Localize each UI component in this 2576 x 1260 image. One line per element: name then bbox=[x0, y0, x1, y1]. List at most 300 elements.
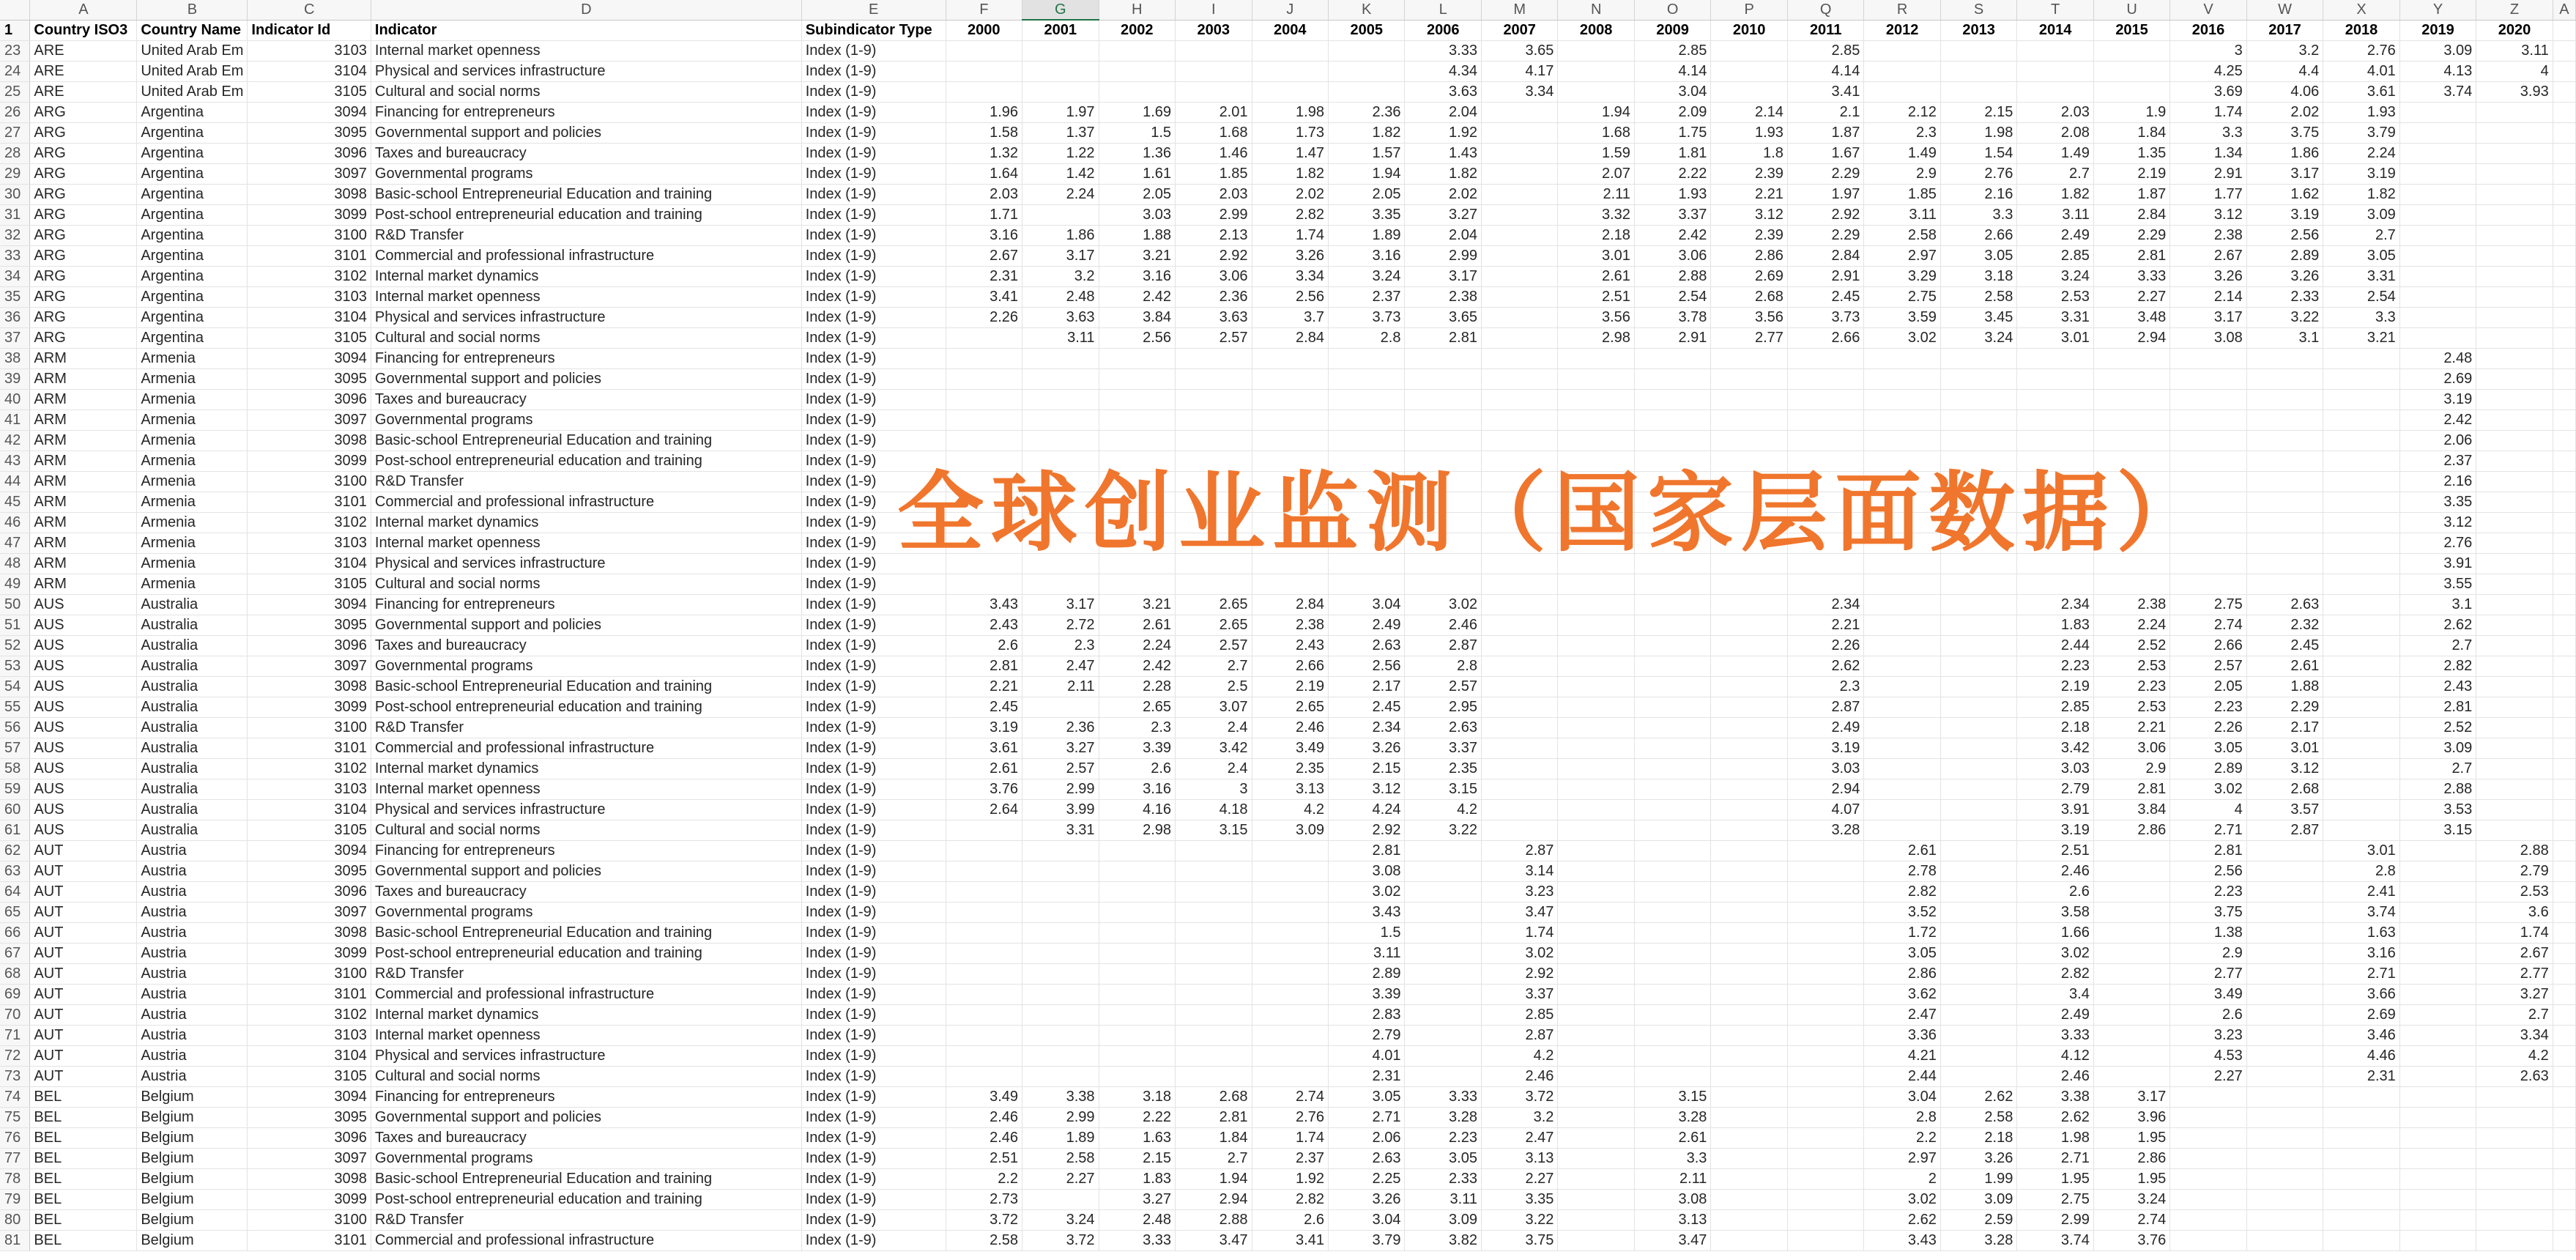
cell[interactable]: 3.09 bbox=[1252, 820, 1328, 841]
cell[interactable]: 2.31 bbox=[2323, 1067, 2399, 1087]
cell[interactable] bbox=[946, 903, 1022, 923]
cell[interactable] bbox=[1328, 410, 1404, 431]
cell[interactable] bbox=[2323, 1169, 2399, 1190]
cell[interactable]: 3101 bbox=[248, 985, 371, 1005]
cell[interactable] bbox=[1711, 472, 1787, 492]
cell[interactable]: 3.43 bbox=[946, 595, 1022, 615]
cell[interactable]: 1.59 bbox=[1558, 144, 1634, 164]
cell[interactable] bbox=[1252, 882, 1328, 903]
cell[interactable]: Australia bbox=[137, 759, 248, 779]
cell[interactable]: 2.61 bbox=[2246, 656, 2323, 677]
cell[interactable]: 4.46 bbox=[2323, 1046, 2399, 1067]
cell[interactable] bbox=[2246, 944, 2323, 964]
cell[interactable] bbox=[946, 861, 1022, 882]
cell[interactable]: Index (1-9) bbox=[801, 390, 946, 410]
cell[interactable]: 4.07 bbox=[1787, 800, 1863, 820]
cell[interactable] bbox=[1634, 492, 1710, 513]
cell[interactable]: 3095 bbox=[248, 615, 371, 636]
cell[interactable]: 3.31 bbox=[2017, 308, 2093, 328]
cell[interactable]: BEL bbox=[30, 1087, 137, 1108]
cell[interactable]: 3.47 bbox=[1176, 1231, 1252, 1251]
cell[interactable]: 3102 bbox=[248, 267, 371, 287]
cell[interactable]: 2.57 bbox=[1176, 636, 1252, 656]
cell[interactable]: AUS bbox=[30, 738, 137, 759]
cell[interactable]: 3.31 bbox=[1022, 820, 1099, 841]
cell[interactable] bbox=[1481, 164, 1557, 185]
cell[interactable]: 3.75 bbox=[2170, 903, 2246, 923]
cell[interactable]: 2.46 bbox=[2017, 861, 2093, 882]
cell[interactable]: Index (1-9) bbox=[801, 82, 946, 103]
cell[interactable]: 1.74 bbox=[1252, 226, 1328, 246]
cell[interactable]: 3.1 bbox=[2246, 328, 2323, 349]
cell[interactable]: 2.8 bbox=[1864, 1108, 1940, 1128]
cell[interactable]: 2.25 bbox=[1328, 1169, 1404, 1190]
cell[interactable] bbox=[1711, 1005, 1787, 1026]
cell[interactable]: 2.44 bbox=[2017, 636, 2093, 656]
cell[interactable]: 2.68 bbox=[1176, 1087, 1252, 1108]
cell[interactable]: 4.14 bbox=[1787, 62, 1863, 82]
cell[interactable] bbox=[1328, 513, 1404, 533]
cell[interactable] bbox=[2553, 779, 2575, 800]
cell[interactable]: Cultural and social norms bbox=[371, 82, 801, 103]
cell[interactable]: Belgium bbox=[137, 1087, 248, 1108]
cell[interactable] bbox=[2246, 923, 2323, 944]
cell[interactable]: 3099 bbox=[248, 1190, 371, 1210]
cell[interactable]: 2006 bbox=[1405, 20, 1481, 41]
cell[interactable]: 3103 bbox=[248, 533, 371, 554]
cell[interactable]: 3.39 bbox=[1099, 738, 1175, 759]
cell[interactable]: Index (1-9) bbox=[801, 985, 946, 1005]
row-number[interactable]: 66 bbox=[0, 923, 30, 944]
cell[interactable] bbox=[2170, 349, 2246, 369]
cell[interactable]: 2.9 bbox=[2170, 944, 2246, 964]
cell[interactable] bbox=[2170, 472, 2246, 492]
cell[interactable] bbox=[1099, 964, 1175, 985]
cell[interactable]: 3.02 bbox=[1481, 944, 1557, 964]
cell[interactable] bbox=[1252, 554, 1328, 574]
cell[interactable]: AUT bbox=[30, 1005, 137, 1026]
cell[interactable] bbox=[2553, 1190, 2575, 1210]
cell[interactable] bbox=[1711, 1046, 1787, 1067]
cell[interactable]: 1.77 bbox=[2170, 185, 2246, 205]
cell[interactable]: 2.82 bbox=[2017, 964, 2093, 985]
cell[interactable]: 3.63 bbox=[1176, 308, 1252, 328]
cell[interactable] bbox=[946, 1067, 1022, 1087]
cell[interactable] bbox=[1558, 697, 1634, 718]
cell[interactable] bbox=[1099, 513, 1175, 533]
cell[interactable] bbox=[1022, 985, 1099, 1005]
cell[interactable] bbox=[1328, 574, 1404, 595]
cell[interactable]: 2.4 bbox=[1176, 718, 1252, 738]
cell[interactable]: 2.8 bbox=[2323, 861, 2399, 882]
cell[interactable] bbox=[2553, 841, 2575, 861]
cell[interactable]: 1.46 bbox=[1176, 144, 1252, 164]
cell[interactable]: 2.14 bbox=[1711, 103, 1787, 123]
cell[interactable]: 3103 bbox=[248, 779, 371, 800]
cell[interactable] bbox=[946, 328, 1022, 349]
cell[interactable] bbox=[2017, 574, 2093, 595]
cell[interactable]: 2.54 bbox=[2323, 287, 2399, 308]
cell[interactable]: 3095 bbox=[248, 1108, 371, 1128]
cell[interactable]: 2.63 bbox=[2476, 1067, 2553, 1087]
cell[interactable]: BEL bbox=[30, 1149, 137, 1169]
column-header[interactable]: S bbox=[1940, 0, 2016, 20]
cell[interactable] bbox=[1558, 636, 1634, 656]
cell[interactable]: 4.53 bbox=[2170, 1046, 2246, 1067]
cell[interactable]: 2005 bbox=[1328, 20, 1404, 41]
cell[interactable] bbox=[1405, 492, 1481, 513]
cell[interactable]: 3.49 bbox=[1252, 738, 1328, 759]
cell[interactable] bbox=[1252, 574, 1328, 595]
cell[interactable]: 2.91 bbox=[2170, 164, 2246, 185]
cell[interactable] bbox=[2246, 841, 2323, 861]
cell[interactable] bbox=[1481, 123, 1557, 144]
cell[interactable]: 3099 bbox=[248, 944, 371, 964]
cell[interactable]: 2.66 bbox=[2170, 636, 2246, 656]
cell[interactable]: 3.34 bbox=[2476, 1026, 2553, 1046]
cell[interactable]: 3.33 bbox=[2093, 267, 2169, 287]
cell[interactable]: 3.08 bbox=[2170, 328, 2246, 349]
cell[interactable]: 3.75 bbox=[1481, 1231, 1557, 1251]
cell[interactable] bbox=[1176, 410, 1252, 431]
cell[interactable] bbox=[1634, 718, 1710, 738]
cell[interactable]: 3.52 bbox=[1864, 903, 1940, 923]
cell[interactable] bbox=[1176, 882, 1252, 903]
cell[interactable]: 3.02 bbox=[2017, 944, 2093, 964]
cell[interactable] bbox=[1176, 451, 1252, 472]
cell[interactable] bbox=[1022, 62, 1099, 82]
cell[interactable] bbox=[1634, 554, 1710, 574]
cell[interactable]: 2.87 bbox=[2246, 820, 2323, 841]
cell[interactable]: Index (1-9) bbox=[801, 492, 946, 513]
cell[interactable] bbox=[2399, 1128, 2476, 1149]
column-header[interactable]: Y bbox=[2399, 0, 2476, 20]
cell[interactable] bbox=[2246, 1190, 2323, 1210]
cell[interactable]: 3.65 bbox=[1405, 308, 1481, 328]
cell[interactable]: 2.17 bbox=[2246, 718, 2323, 738]
cell[interactable] bbox=[1022, 513, 1099, 533]
cell[interactable] bbox=[2323, 451, 2399, 472]
cell[interactable]: 3.16 bbox=[1099, 779, 1175, 800]
cell[interactable] bbox=[1787, 985, 1863, 1005]
cell[interactable] bbox=[2476, 390, 2553, 410]
cell[interactable] bbox=[1481, 390, 1557, 410]
cell[interactable]: 3.34 bbox=[1252, 267, 1328, 287]
cell[interactable]: 2.56 bbox=[2246, 226, 2323, 246]
cell[interactable]: 2.48 bbox=[1022, 287, 1099, 308]
cell[interactable]: 1.74 bbox=[2170, 103, 2246, 123]
cell[interactable] bbox=[2553, 246, 2575, 267]
cell[interactable]: Basic-school Entrepreneurial Education and training bbox=[371, 185, 801, 205]
cell[interactable] bbox=[2399, 246, 2476, 267]
cell[interactable]: 1.98 bbox=[2017, 1128, 2093, 1149]
row-number[interactable]: 23 bbox=[0, 41, 30, 62]
cell[interactable] bbox=[2399, 1046, 2476, 1067]
cell[interactable] bbox=[1940, 861, 2016, 882]
cell[interactable]: 2.54 bbox=[1634, 287, 1710, 308]
cell[interactable]: 2.69 bbox=[2323, 1005, 2399, 1026]
row-number[interactable]: 34 bbox=[0, 267, 30, 287]
cell[interactable] bbox=[2246, 1046, 2323, 1067]
cell[interactable] bbox=[1940, 615, 2016, 636]
cell[interactable] bbox=[946, 841, 1022, 861]
cell[interactable] bbox=[1711, 1087, 1787, 1108]
cell[interactable]: 3097 bbox=[248, 1149, 371, 1169]
cell[interactable]: 3.75 bbox=[2246, 123, 2323, 144]
cell[interactable] bbox=[1940, 492, 2016, 513]
cell[interactable] bbox=[2553, 185, 2575, 205]
cell[interactable]: 2018 bbox=[2323, 20, 2399, 41]
cell[interactable]: 3.24 bbox=[1022, 1210, 1099, 1231]
cell[interactable] bbox=[2476, 595, 2553, 615]
cell[interactable] bbox=[2553, 513, 2575, 533]
cell[interactable]: 2.5 bbox=[1176, 677, 1252, 697]
cell[interactable]: 2.49 bbox=[1328, 615, 1404, 636]
cell[interactable]: 3105 bbox=[248, 82, 371, 103]
cell[interactable] bbox=[2170, 369, 2246, 390]
cell[interactable]: ARG bbox=[30, 123, 137, 144]
cell[interactable]: 2008 bbox=[1558, 20, 1634, 41]
cell[interactable] bbox=[1099, 944, 1175, 964]
cell[interactable] bbox=[946, 944, 1022, 964]
cell[interactable]: Index (1-9) bbox=[801, 923, 946, 944]
cell[interactable] bbox=[2553, 533, 2575, 554]
cell[interactable] bbox=[2323, 492, 2399, 513]
cell[interactable]: 3.23 bbox=[1481, 882, 1557, 903]
column-header[interactable]: X bbox=[2323, 0, 2399, 20]
cell[interactable]: 2.05 bbox=[1099, 185, 1175, 205]
cell[interactable] bbox=[2246, 861, 2323, 882]
cell[interactable] bbox=[2246, 964, 2323, 985]
cell[interactable] bbox=[2476, 205, 2553, 226]
row-number[interactable]: 29 bbox=[0, 164, 30, 185]
cell[interactable] bbox=[2093, 1046, 2169, 1067]
cell[interactable] bbox=[1176, 41, 1252, 62]
cell[interactable] bbox=[1787, 841, 1863, 861]
cell[interactable] bbox=[1176, 390, 1252, 410]
cell[interactable]: 3.05 bbox=[1405, 1149, 1481, 1169]
cell[interactable] bbox=[1864, 410, 1940, 431]
cell[interactable]: 3.04 bbox=[1634, 82, 1710, 103]
cell[interactable]: Index (1-9) bbox=[801, 820, 946, 841]
cell[interactable] bbox=[1405, 574, 1481, 595]
cell[interactable]: 3102 bbox=[248, 513, 371, 533]
cell[interactable]: 1.94 bbox=[1176, 1169, 1252, 1190]
row-number[interactable]: 71 bbox=[0, 1026, 30, 1046]
cell[interactable]: AUT bbox=[30, 1067, 137, 1087]
cell[interactable]: Index (1-9) bbox=[801, 308, 946, 328]
cell[interactable]: Armenia bbox=[137, 513, 248, 533]
cell[interactable] bbox=[1405, 985, 1481, 1005]
cell[interactable]: 2.18 bbox=[2017, 718, 2093, 738]
cell[interactable] bbox=[2323, 800, 2399, 820]
cell[interactable]: 1.42 bbox=[1022, 164, 1099, 185]
cell[interactable] bbox=[1405, 431, 1481, 451]
cell[interactable]: Index (1-9) bbox=[801, 62, 946, 82]
cell[interactable] bbox=[1099, 1026, 1175, 1046]
cell[interactable]: 2.77 bbox=[2170, 964, 2246, 985]
cell[interactable]: 2.07 bbox=[1558, 164, 1634, 185]
cell[interactable] bbox=[1864, 451, 1940, 472]
cell[interactable]: 2.16 bbox=[1940, 185, 2016, 205]
cell[interactable] bbox=[1252, 1005, 1328, 1026]
cell[interactable]: 1.38 bbox=[2170, 923, 2246, 944]
cell[interactable] bbox=[1099, 369, 1175, 390]
cell[interactable]: ARG bbox=[30, 205, 137, 226]
cell[interactable]: 3.11 bbox=[1328, 944, 1404, 964]
cell[interactable] bbox=[2399, 882, 2476, 903]
cell[interactable]: 1.68 bbox=[1558, 123, 1634, 144]
cell[interactable]: 3.96 bbox=[2093, 1108, 2169, 1128]
cell[interactable]: 1.71 bbox=[946, 205, 1022, 226]
cell[interactable] bbox=[1328, 369, 1404, 390]
cell[interactable]: Physical and services infrastructure bbox=[371, 308, 801, 328]
cell[interactable]: Index (1-9) bbox=[801, 226, 946, 246]
cell[interactable]: 2.7 bbox=[1176, 1149, 1252, 1169]
cell[interactable]: 1.95 bbox=[2017, 1169, 2093, 1190]
cell[interactable]: 3.11 bbox=[2476, 41, 2553, 62]
cell[interactable] bbox=[1558, 1087, 1634, 1108]
column-header[interactable]: Q bbox=[1787, 0, 1863, 20]
cell[interactable] bbox=[1558, 349, 1634, 369]
cell[interactable] bbox=[1405, 1067, 1481, 1087]
cell[interactable]: Index (1-9) bbox=[801, 697, 946, 718]
cell[interactable]: 3.26 bbox=[1328, 738, 1404, 759]
cell[interactable]: Internal market openness bbox=[371, 41, 801, 62]
cell[interactable]: Cultural and social norms bbox=[371, 820, 801, 841]
cell[interactable]: 2.16 bbox=[2399, 472, 2476, 492]
cell[interactable]: Country ISO3 bbox=[30, 20, 137, 41]
cell[interactable]: Belgium bbox=[137, 1210, 248, 1231]
cell[interactable]: 3.43 bbox=[1328, 903, 1404, 923]
cell[interactable]: 2.92 bbox=[1481, 964, 1557, 985]
cell[interactable] bbox=[1558, 62, 1634, 82]
cell[interactable] bbox=[1711, 903, 1787, 923]
cell[interactable] bbox=[2399, 985, 2476, 1005]
cell[interactable]: 3105 bbox=[248, 328, 371, 349]
cell[interactable]: 3.3 bbox=[1634, 1149, 1710, 1169]
cell[interactable]: 1.95 bbox=[2093, 1169, 2169, 1190]
cell[interactable]: Argentina bbox=[137, 308, 248, 328]
cell[interactable] bbox=[2323, 410, 2399, 431]
cell[interactable]: 3097 bbox=[248, 656, 371, 677]
cell[interactable] bbox=[1940, 62, 2016, 82]
cell[interactable]: Index (1-9) bbox=[801, 472, 946, 492]
cell[interactable]: Index (1-9) bbox=[801, 267, 946, 287]
cell[interactable]: 2.6 bbox=[1099, 759, 1175, 779]
cell[interactable]: 2.53 bbox=[2093, 656, 2169, 677]
cell[interactable]: 1.22 bbox=[1022, 144, 1099, 164]
cell[interactable] bbox=[2476, 636, 2553, 656]
cell[interactable]: BEL bbox=[30, 1169, 137, 1190]
cell[interactable]: 3.35 bbox=[2399, 492, 2476, 513]
cell[interactable]: 2.84 bbox=[1787, 246, 1863, 267]
cell[interactable] bbox=[2323, 349, 2399, 369]
cell[interactable]: 2.92 bbox=[1328, 820, 1404, 841]
cell[interactable] bbox=[1176, 1005, 1252, 1026]
cell[interactable] bbox=[2323, 472, 2399, 492]
cell[interactable]: 2.63 bbox=[2246, 595, 2323, 615]
cell[interactable] bbox=[1022, 431, 1099, 451]
cell[interactable]: 3.02 bbox=[2170, 779, 2246, 800]
cell[interactable]: 2.57 bbox=[1022, 759, 1099, 779]
cell[interactable]: Argentina bbox=[137, 103, 248, 123]
cell[interactable]: AUS bbox=[30, 820, 137, 841]
cell[interactable] bbox=[2553, 1108, 2575, 1128]
cell[interactable]: 2016 bbox=[2170, 20, 2246, 41]
cell[interactable]: 2.65 bbox=[1252, 697, 1328, 718]
cell[interactable]: Indicator Id bbox=[248, 20, 371, 41]
cell[interactable]: 2.94 bbox=[2093, 328, 2169, 349]
cell[interactable] bbox=[1405, 1026, 1481, 1046]
cell[interactable]: 2.57 bbox=[1176, 328, 1252, 349]
cell[interactable]: 2.64 bbox=[946, 800, 1022, 820]
cell[interactable]: 2.74 bbox=[2170, 615, 2246, 636]
cell[interactable]: Internal market openness bbox=[371, 1026, 801, 1046]
cell[interactable] bbox=[2323, 1190, 2399, 1210]
column-header[interactable]: H bbox=[1099, 0, 1175, 20]
cell[interactable] bbox=[2323, 431, 2399, 451]
cell[interactable]: AUT bbox=[30, 882, 137, 903]
cell[interactable]: 2.29 bbox=[1787, 164, 1863, 185]
cell[interactable]: 2.11 bbox=[1022, 677, 1099, 697]
cell[interactable]: 2.21 bbox=[1787, 615, 1863, 636]
cell[interactable] bbox=[1252, 390, 1328, 410]
cell[interactable] bbox=[1864, 697, 1940, 718]
cell[interactable]: 3.03 bbox=[1787, 759, 1863, 779]
cell[interactable]: 2.6 bbox=[1252, 1210, 1328, 1231]
cell[interactable] bbox=[2553, 1210, 2575, 1231]
cell[interactable]: Argentina bbox=[137, 144, 248, 164]
cell[interactable]: 3.28 bbox=[1940, 1231, 2016, 1251]
cell[interactable] bbox=[1711, 1108, 1787, 1128]
cell[interactable]: 3.6 bbox=[2476, 903, 2553, 923]
cell[interactable]: 2.24 bbox=[2323, 144, 2399, 164]
row-number[interactable]: 48 bbox=[0, 554, 30, 574]
cell[interactable]: 2.76 bbox=[1252, 1108, 1328, 1128]
column-header[interactable]: P bbox=[1711, 0, 1787, 20]
cell[interactable]: 3.53 bbox=[2399, 800, 2476, 820]
cell[interactable] bbox=[1634, 472, 1710, 492]
cell[interactable]: Subindicator Type bbox=[801, 20, 946, 41]
cell[interactable] bbox=[1558, 615, 1634, 636]
row-number[interactable]: 44 bbox=[0, 472, 30, 492]
cell[interactable] bbox=[1711, 574, 1787, 595]
cell[interactable] bbox=[1940, 820, 2016, 841]
cell[interactable] bbox=[1328, 554, 1404, 574]
cell[interactable] bbox=[1099, 533, 1175, 554]
row-number[interactable]: 26 bbox=[0, 103, 30, 123]
cell[interactable] bbox=[2553, 1005, 2575, 1026]
cell[interactable]: 2.46 bbox=[946, 1128, 1022, 1149]
cell[interactable]: 1.87 bbox=[2093, 185, 2169, 205]
cell[interactable]: 3.13 bbox=[1252, 779, 1328, 800]
cell[interactable]: 2.36 bbox=[1176, 287, 1252, 308]
cell[interactable]: 3.35 bbox=[1328, 205, 1404, 226]
cell[interactable] bbox=[2323, 1210, 2399, 1231]
cell[interactable]: Belgium bbox=[137, 1190, 248, 1210]
cell[interactable] bbox=[946, 513, 1022, 533]
cell[interactable]: 2.3 bbox=[1787, 677, 1863, 697]
cell[interactable]: 3102 bbox=[248, 759, 371, 779]
cell[interactable]: 3096 bbox=[248, 636, 371, 656]
cell[interactable]: 1.66 bbox=[2017, 923, 2093, 944]
cell[interactable] bbox=[1634, 369, 1710, 390]
cell[interactable]: Belgium bbox=[137, 1231, 248, 1251]
cell[interactable]: 3.56 bbox=[1711, 308, 1787, 328]
cell[interactable]: 3.19 bbox=[946, 718, 1022, 738]
cell[interactable] bbox=[1252, 410, 1328, 431]
